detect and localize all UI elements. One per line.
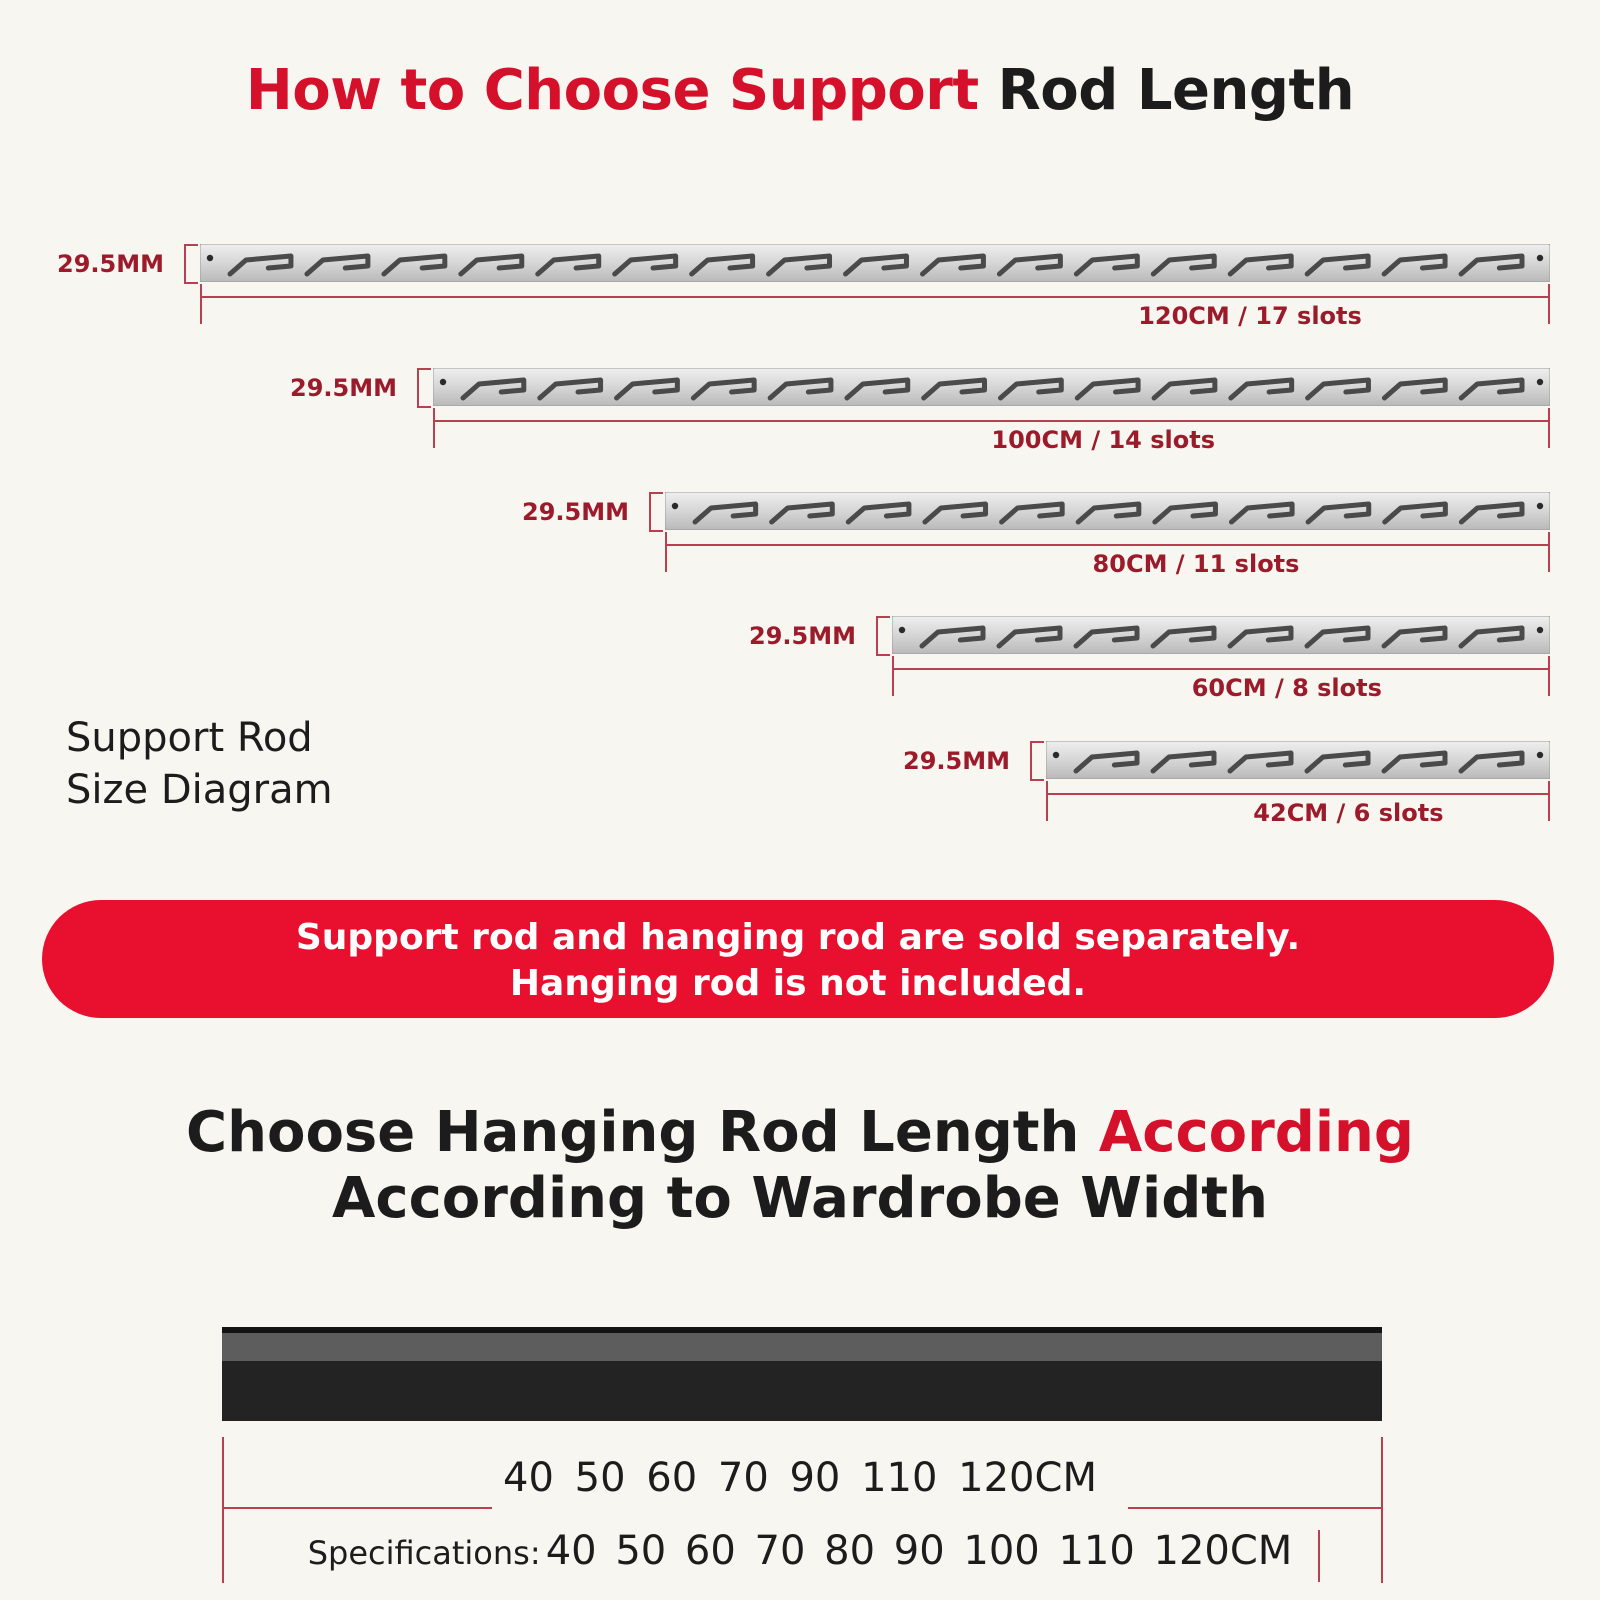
specifications-row xyxy=(0,1528,1600,1574)
dimension-line xyxy=(665,544,1550,546)
rod-screw-hole xyxy=(1537,627,1543,633)
support-rod-row xyxy=(742,616,1550,726)
diagram-label-line1: Support Rod xyxy=(66,715,313,761)
dimension-tick-start xyxy=(665,532,667,572)
diagram-label xyxy=(66,712,333,816)
support-rod xyxy=(892,616,1550,654)
support-rod-body xyxy=(665,492,1550,530)
hanging-rod-bevel xyxy=(222,1333,1382,1361)
rod-thickness-label: 29.5MM xyxy=(749,622,856,650)
rod-length-caption: 120CM / 17 slots xyxy=(1138,302,1362,330)
section-title-red: According xyxy=(1098,1100,1414,1165)
support-rod-body xyxy=(892,616,1550,654)
dimension-tick-end xyxy=(1548,408,1550,448)
dimension-tick-start xyxy=(433,408,435,448)
support-rod xyxy=(665,492,1550,530)
specifications-values: 40 50 60 70 80 90 100 110 120CM xyxy=(545,1528,1293,1574)
rod-length-caption: 100CM / 14 slots xyxy=(991,426,1215,454)
dimension-line xyxy=(1046,793,1550,795)
dimension-tick-end xyxy=(1548,532,1550,572)
rod-screw-hole xyxy=(1537,752,1543,758)
dimension-line xyxy=(892,668,1550,670)
dimension-tick-start xyxy=(200,284,202,324)
rod-thickness-bracket xyxy=(1030,741,1044,781)
dimension-line xyxy=(433,420,1550,422)
rod-length-caption: 80CM / 11 slots xyxy=(1092,550,1300,578)
rod-thickness-label: 29.5MM xyxy=(57,250,164,278)
page-title xyxy=(0,58,1600,123)
notice-line1: Support rod and hanging rod are sold separately. xyxy=(295,917,1301,958)
diagram-label-line2: Size Diagram xyxy=(66,767,333,813)
notice-line2: Hanging rod is not included. xyxy=(509,963,1087,1004)
support-rod xyxy=(1046,741,1550,779)
section-title-dark: Choose Hanging Rod Length xyxy=(186,1100,1080,1165)
support-rod-row xyxy=(515,492,1550,602)
rod-screw-hole xyxy=(440,379,446,385)
dimension-line-right xyxy=(1128,1507,1381,1509)
hanging-rod-lengths: 40 50 60 70 90 110 120CM xyxy=(503,1455,1097,1501)
rod-thickness-bracket xyxy=(876,616,890,656)
support-rod-body xyxy=(200,244,1550,282)
title-dark-part: Rod Length xyxy=(997,58,1355,123)
rod-thickness-bracket xyxy=(649,492,663,532)
dimension-line xyxy=(200,296,1550,298)
rod-thickness-label: 29.5MM xyxy=(903,747,1010,775)
support-rod-row xyxy=(896,741,1550,851)
hanging-rod-image xyxy=(222,1327,1382,1421)
dimension-tick-end xyxy=(1548,781,1550,821)
dimension-tick-start xyxy=(892,656,894,696)
rod-screw-hole xyxy=(1053,752,1059,758)
dimension-tick-start xyxy=(1046,781,1048,821)
title-red-part: How to Choose Support xyxy=(245,58,979,123)
section-title-line2: According to Wardrobe Width xyxy=(332,1166,1268,1231)
rod-screw-hole xyxy=(1537,255,1543,261)
rod-length-caption: 42CM / 6 slots xyxy=(1253,799,1444,827)
support-rod-row xyxy=(283,368,1550,478)
rod-screw-hole xyxy=(672,503,678,509)
support-rod xyxy=(200,244,1550,282)
rod-length-caption: 60CM / 8 slots xyxy=(1191,674,1382,702)
rod-thickness-bracket xyxy=(184,244,198,284)
rod-screw-hole xyxy=(1537,503,1543,509)
rod-thickness-label: 29.5MM xyxy=(290,374,397,402)
support-rod xyxy=(433,368,1550,406)
rod-screw-hole xyxy=(207,255,213,261)
notice-banner xyxy=(42,900,1554,1018)
rod-thickness-label: 29.5MM xyxy=(522,498,629,526)
section-title xyxy=(0,1100,1600,1232)
specifications-label: Specifications: xyxy=(307,1534,541,1572)
dimension-line-left xyxy=(222,1507,492,1509)
rod-screw-hole xyxy=(899,627,905,633)
dimension-tick-end xyxy=(1548,284,1550,324)
hanging-rod-body xyxy=(222,1361,1382,1421)
dimension-tick-end xyxy=(1548,656,1550,696)
support-rod-row xyxy=(50,244,1550,354)
rod-thickness-bracket xyxy=(417,368,431,408)
rod-screw-hole xyxy=(1537,379,1543,385)
